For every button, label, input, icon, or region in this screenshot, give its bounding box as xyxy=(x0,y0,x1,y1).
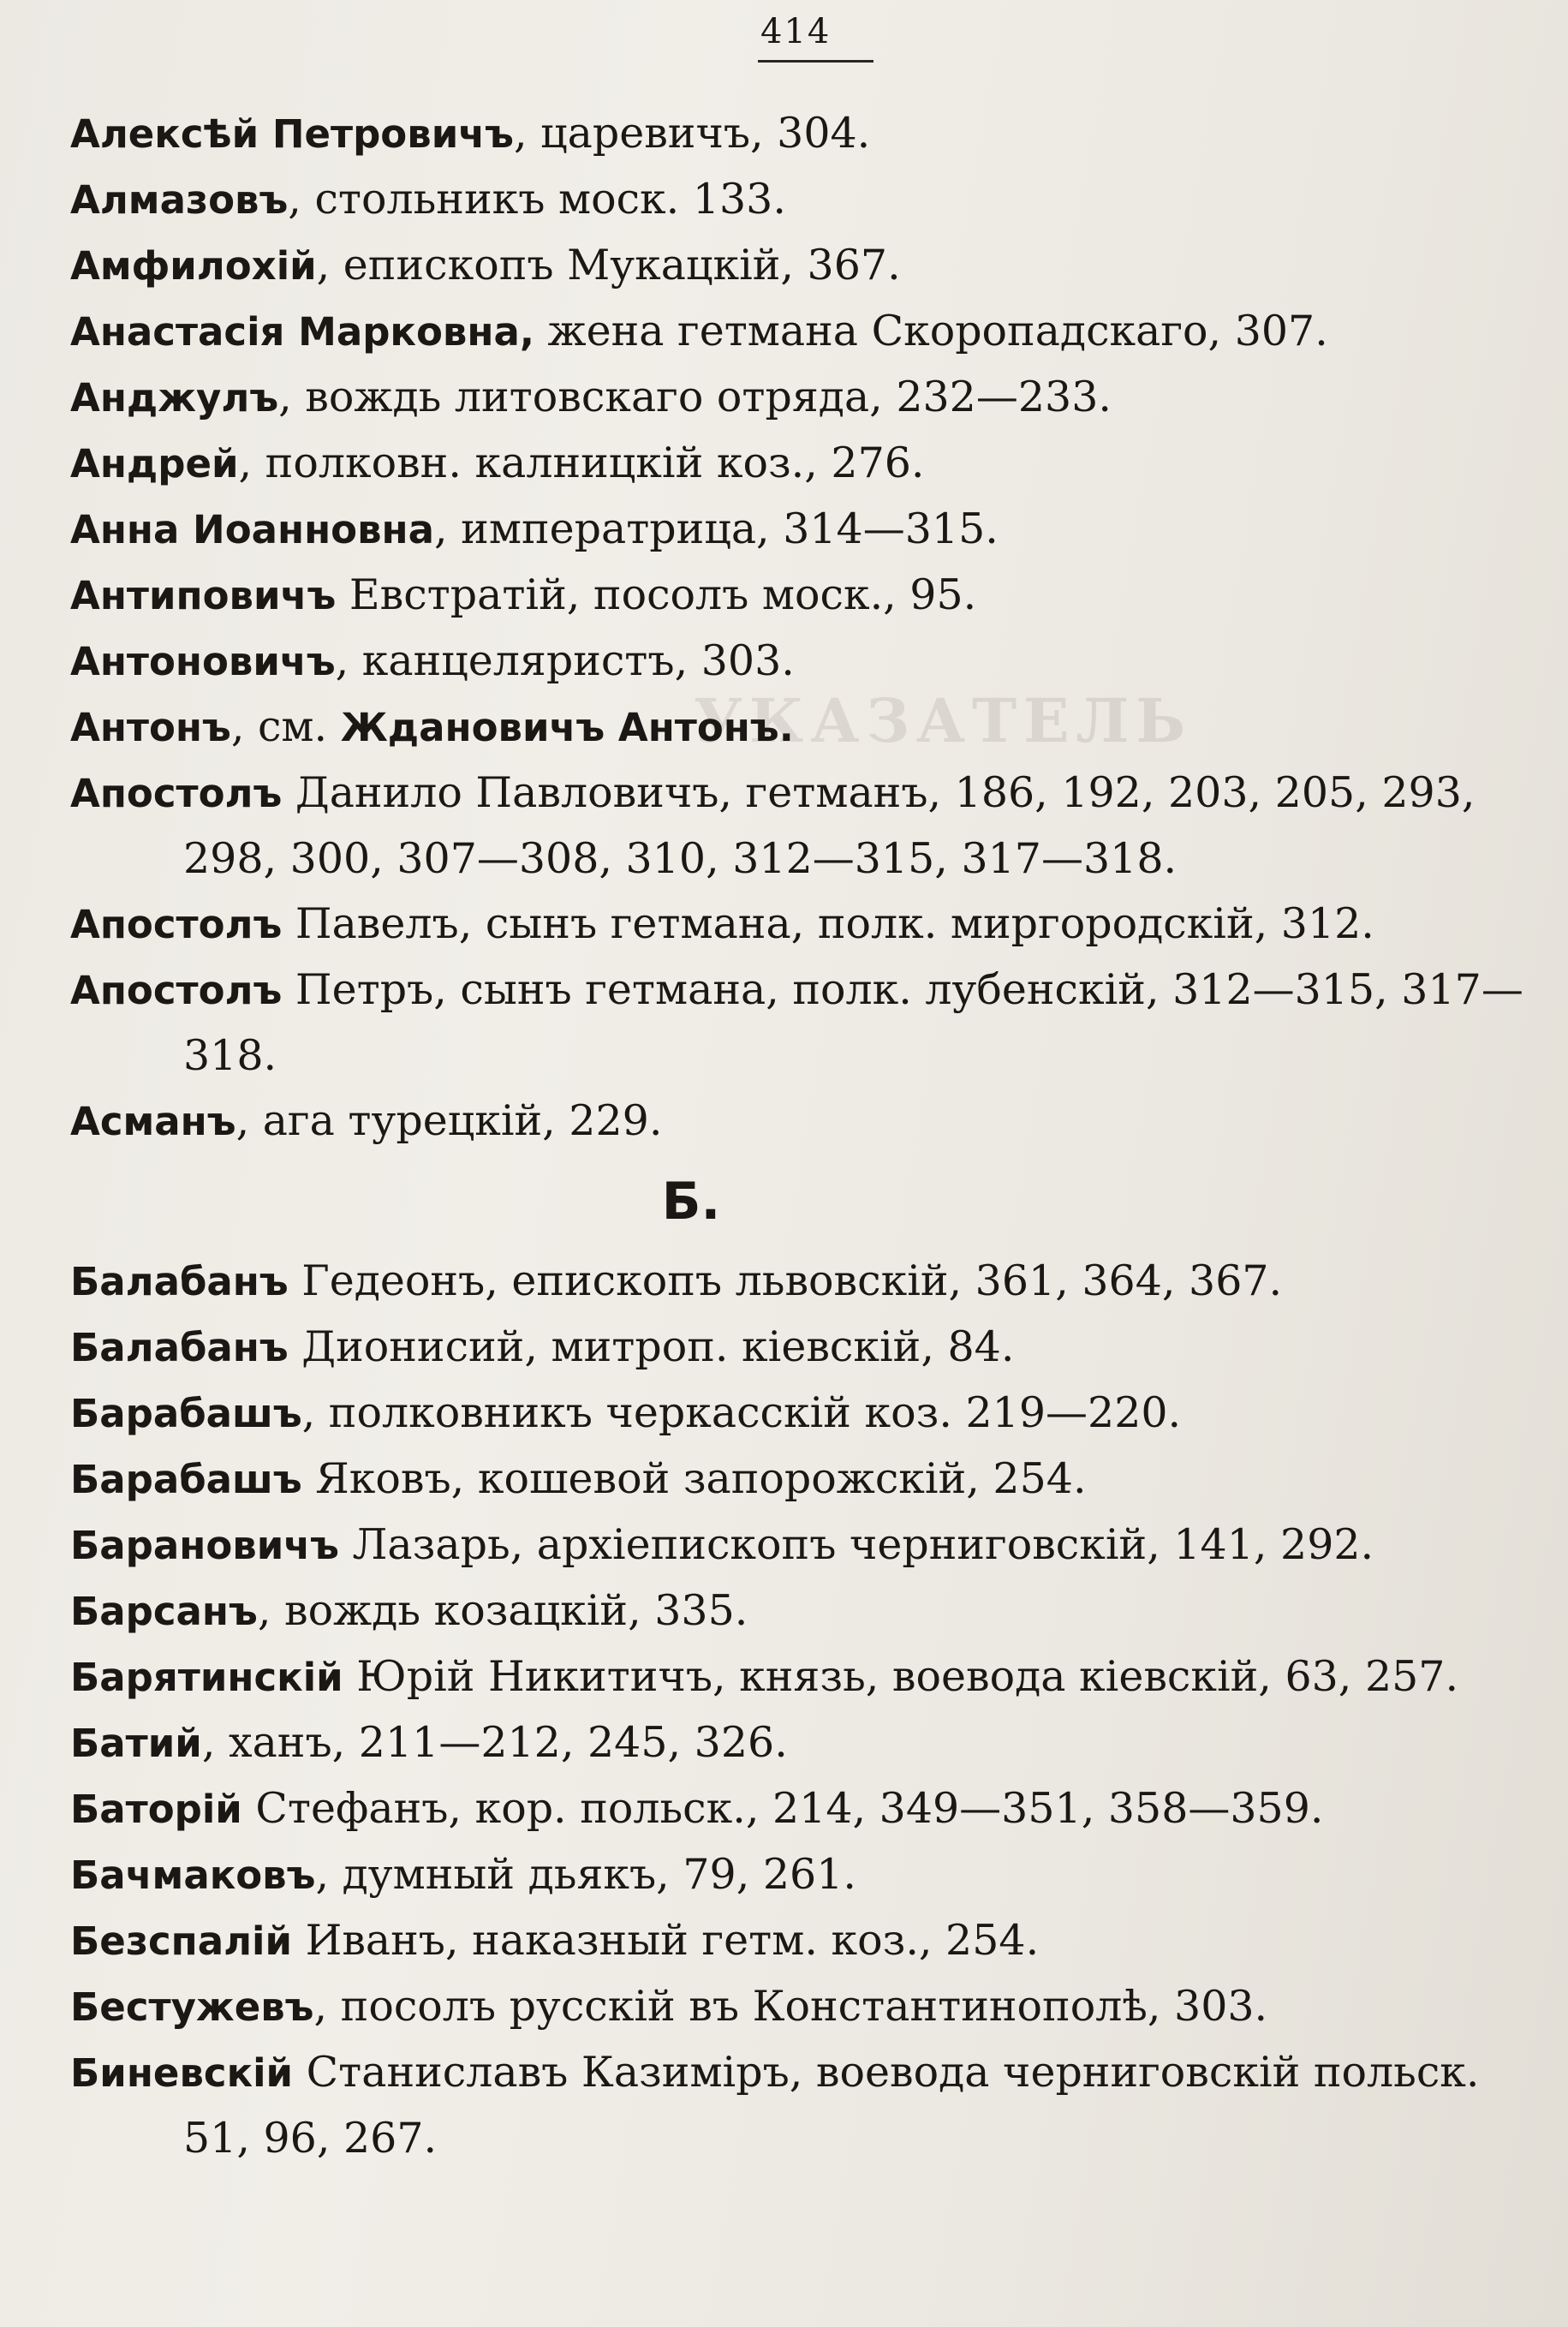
entry-head: Антиповичъ xyxy=(70,573,337,618)
index-entry xyxy=(70,892,1526,958)
index-entry xyxy=(70,695,1526,761)
entry-head: Балабанъ xyxy=(70,1259,289,1304)
entry-text: Станиславъ Казиміръ, воевода черниговскій польск. 51, 96, 267. xyxy=(183,2048,1480,2163)
entry-text: , ханъ, 211—212, 245, 326. xyxy=(201,1718,788,1767)
index-entry xyxy=(70,1381,1526,1447)
index-entry xyxy=(70,1974,1526,2040)
entry-head: Алексѣй Петровичъ xyxy=(70,111,514,157)
entry-head: Анна Иоанновна xyxy=(70,507,435,552)
entry-text: Лазарь, архіепископъ черниговскій, 141, 292. xyxy=(338,1520,1374,1569)
entry-text: Евстратій, посолъ моск., 95. xyxy=(336,570,977,619)
entry-head: Барсанъ xyxy=(70,1589,258,1634)
entry-text: Данило Павловичъ, гетманъ, 186, 192, 203, 205, 293, 298, 300, 307—308, 310, 312—315, 317—318. xyxy=(183,768,1476,883)
index-entry xyxy=(70,1578,1526,1644)
page-number-rule xyxy=(758,60,873,63)
entry-text: , полковн. калницкій коз., 276. xyxy=(238,439,925,487)
entry-text: , полковникъ черкасскій коз. 219—220. xyxy=(301,1388,1182,1437)
entry-text: , думный дьякъ, 79, 261. xyxy=(315,1850,856,1899)
entry-head: Балабанъ xyxy=(70,1325,289,1370)
index-entry xyxy=(70,1776,1526,1842)
entry-text: , см. xyxy=(230,702,341,751)
entry-head: Барабашъ xyxy=(70,1457,302,1502)
entry-head: Алмазовъ xyxy=(70,177,289,223)
index-entry xyxy=(70,761,1526,892)
entry-head: Барятинскій xyxy=(70,1655,343,1700)
index-entry xyxy=(70,101,1526,167)
entry-head: Анджулъ xyxy=(70,375,279,421)
index-entry xyxy=(70,431,1526,497)
entry-head: Апостолъ xyxy=(70,771,283,816)
entry-head: Батий xyxy=(70,1721,202,1766)
entry-head: Бестужевъ xyxy=(70,1984,314,2030)
index-entry xyxy=(70,2040,1526,2171)
show-through-text: УКАЗАТЕЛЬ xyxy=(694,685,1193,756)
entry-head: Амфилохій xyxy=(70,243,317,289)
index-entry xyxy=(70,167,1526,233)
entry-text: , епископъ Мукацкій, 367. xyxy=(316,241,901,289)
entry-text: Юрій Никитичъ, князь, воевода кіевскій, 63, 257. xyxy=(343,1652,1459,1701)
section-letter-b: Б. xyxy=(661,1172,721,1232)
page-number: 414 xyxy=(760,12,832,51)
entry-text: жена гетмана Скоропадскаго, 307. xyxy=(534,307,1328,355)
cross-reference: Ждановичъ Антонъ. xyxy=(340,705,794,750)
entry-text: Яковъ, кошевой запорожскій, 254. xyxy=(301,1454,1087,1503)
entry-head: Асманъ xyxy=(70,1099,236,1144)
entry-head: Безспалій xyxy=(70,1918,293,1964)
entry-head: Бачмаковъ xyxy=(70,1853,316,1898)
entry-text: , вождь козацкій, 335. xyxy=(257,1586,748,1635)
index-entry xyxy=(70,1089,1526,1155)
entry-text: Павелъ, сынъ гетмана, полк. миргородскій, 312. xyxy=(282,899,1374,948)
entry-text: , императрица, 314—315. xyxy=(434,504,999,553)
index-entry xyxy=(70,233,1526,299)
entry-head: Антоновичъ xyxy=(70,639,336,684)
index-entry xyxy=(70,1315,1526,1381)
index-entry xyxy=(70,1710,1526,1776)
entry-head: Анастасія Марковна, xyxy=(70,309,534,355)
entry-head: Антонъ xyxy=(70,705,231,750)
entry-head: Барабашъ xyxy=(70,1391,302,1436)
index-entry xyxy=(70,958,1526,1089)
entry-head: Апостолъ xyxy=(70,968,283,1013)
entry-head: Андрей xyxy=(70,441,239,486)
index-entry xyxy=(70,1842,1526,1908)
entry-text: Петръ, сынъ гетмана, полк. лубенскій, 312—315, 317—318. xyxy=(183,965,1523,1080)
entry-head: Барановичъ xyxy=(70,1523,339,1568)
entry-text: Дионисий, митроп. кіевскій, 84. xyxy=(288,1322,1015,1371)
entry-text: , ага турецкій, 229. xyxy=(235,1096,663,1145)
entry-text: , царевичъ, 304. xyxy=(513,109,871,158)
entry-text: Гедеонъ, епископъ львовскій, 361, 364, 367. xyxy=(288,1256,1283,1305)
section-a xyxy=(70,101,1526,1155)
index-entry xyxy=(70,1908,1526,1974)
index-entry xyxy=(70,497,1526,563)
index-entry xyxy=(70,1447,1526,1513)
index-entry xyxy=(70,629,1526,695)
entry-head: Апостолъ xyxy=(70,902,283,947)
entry-text: , посолъ русскій въ Константинополѣ, 303. xyxy=(313,1982,1268,2031)
entry-head: Баторій xyxy=(70,1787,242,1832)
index-entry xyxy=(70,365,1526,431)
entry-text: Иванъ, наказный гетм. коз., 254. xyxy=(292,1916,1040,1965)
section-b xyxy=(70,1249,1526,2171)
index-entry xyxy=(70,1644,1526,1710)
index-entry xyxy=(70,563,1526,629)
entry-text: , канцеляристъ, 303. xyxy=(335,636,795,685)
index-entries xyxy=(70,101,1526,2171)
index-entry xyxy=(70,1513,1526,1578)
entry-text: Стефанъ, кор. польск., 214, 349—351, 358—359. xyxy=(241,1784,1324,1833)
index-entry xyxy=(70,1249,1526,1315)
entry-head: Биневскій xyxy=(70,2050,294,2096)
entry-text: , стольникъ моск. 133. xyxy=(288,175,786,224)
entry-text: , вождь литовскаго отряда, 232—233. xyxy=(278,373,1112,421)
index-entry xyxy=(70,299,1526,365)
